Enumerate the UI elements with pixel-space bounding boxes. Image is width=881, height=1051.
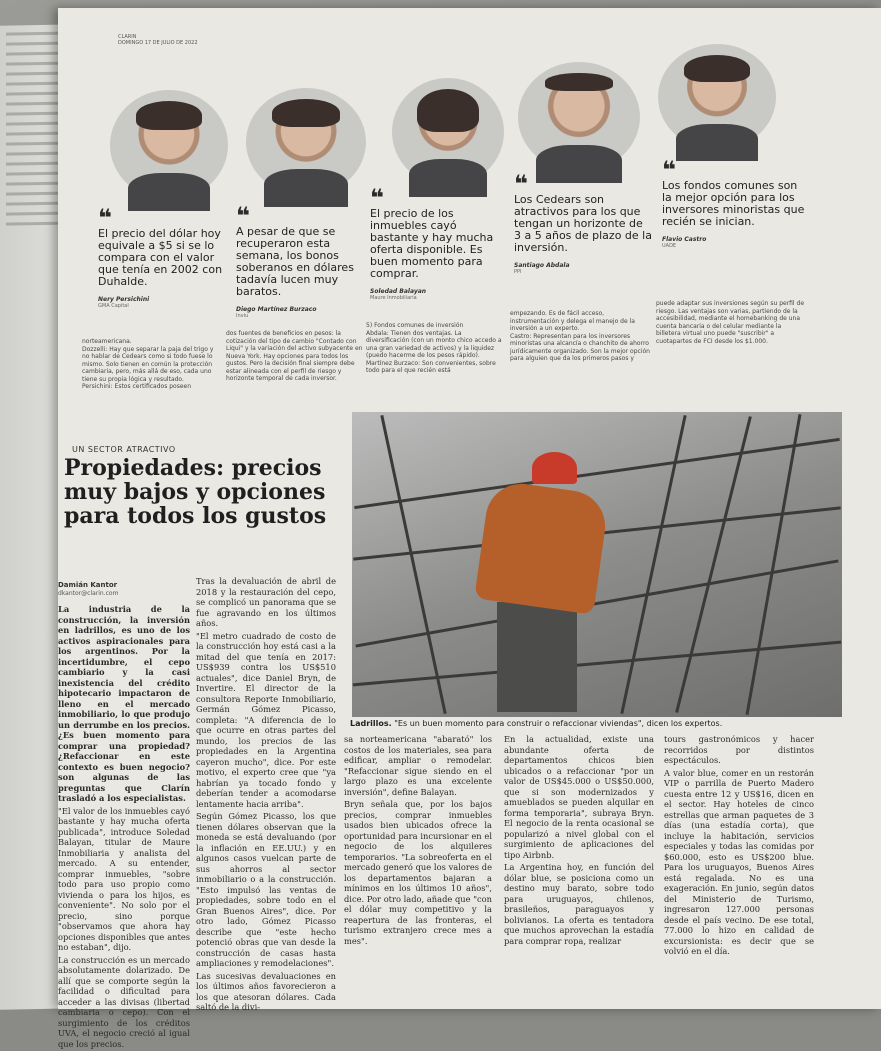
paragraph: La industria de la construcción, la inversión en ladrillos, es uno de los activos aspiracionales para los argentinos. Por la incertidumbre, el cepo cambiario y la casi inexistencia del crédito hipotecario impactaron de lleno en el mercado inmobiliario, lo que produjo un derrumbe en los precios. ¿Es buen momento para comprar una propiedad? ¿Refaccionar en este contexto es buen negocio? son algunas de las preguntas que Clarín trasladó a los especialistas.: [58, 604, 190, 803]
quote-abdala: [514, 170, 652, 275]
article-column-5: [664, 734, 814, 959]
quote-martinez-burzaco: [236, 202, 371, 319]
article-email: dkantor@clarin.com: [58, 590, 119, 597]
paragraph: Tras la devaluación de abril de 2018 y la restauración del cepo, se complicó un panorama que se fue agravando en los últimos años.: [196, 576, 336, 628]
newspaper-page: [58, 8, 881, 1049]
construction-photo: [352, 412, 842, 717]
portrait-persichini: [110, 90, 228, 200]
quote-text: El precio del dólar hoy equivale a $5 si se lo compara con el valor que tenía en 2002 con Duhalde.: [98, 227, 223, 288]
quote-mark-icon: ❝: [370, 184, 385, 212]
paragraph: "El valor de los inmuebles cayó bastante y hay mucha oferta publicada", introduce Soledad Balayan, titular de Maure Inmobiliaria y analista del mercado. A su entender, comprar inmuebles, "sobre todo para uso propio como vivienda o para los hijos, es conveniente". No solo por el precio, sino porque "observamos que ahora hay opciones disponibles que antes no estaban", dijo.: [58, 805, 190, 952]
upper-text-col-1: norteamericana. Dozzelli: Hay que separar la paja del trigo y no hablar de Cedears como si todo fuese lo mismo. Solo tienen en común la protección cambiaria, pero, más allá de eso, cada uno tiene su propia lógica y resultado. Persichini: Estos certificados poseen: [82, 338, 214, 390]
quote-balayan: [370, 184, 508, 301]
paragraph: sa norteamericana "abarató" los costos de los materiales, sea para edificar, ampliar o remodelar. "Refaccionar sigue siendo en el largo plazo es una excelente inversión", define Balayan.: [344, 734, 492, 797]
quote-author: Soledad Balayan: [370, 288, 427, 295]
quote-author: Santiago Abdala: [514, 262, 570, 269]
portrait-balayan: [392, 78, 504, 186]
quote-author: Flavio Castro: [662, 236, 707, 243]
quote-mark-icon: ❝: [514, 170, 529, 198]
quote-role: PPI: [514, 269, 522, 275]
portrait-abdala: [518, 62, 640, 172]
quote-mark-icon: ❝: [662, 156, 677, 184]
portrait-martinez-burzaco: [246, 88, 366, 196]
quote-author: Diego Martínez Burzaco: [236, 306, 317, 313]
header-date: DOMINGO 17 DE JULIO DE 2022: [118, 40, 198, 46]
page-header: [118, 34, 198, 46]
hard-hat-icon: [532, 452, 577, 484]
article-kicker: UN SECTOR ATRACTIVO: [72, 445, 176, 454]
quote-castro: [662, 156, 810, 249]
quote-mark-icon: ❝: [236, 202, 251, 230]
article-column-1: [58, 604, 190, 1051]
quote-author: Nery Persichini: [98, 296, 150, 303]
worker-body: [474, 479, 610, 615]
photo-caption: [350, 719, 844, 728]
quote-role: GMA Capital: [98, 303, 129, 309]
paragraph: Las sucesivas devaluaciones en los últimos años favorecieron a los que atesoran dólares. Cada saltó de la divi-: [196, 970, 336, 1012]
quote-role: Inviu: [236, 313, 249, 319]
paragraph: La construcción es un mercado absolutamente dolarizado. De allí que se comporte según la facilidad o dificultad para acceder a las divisas (libertad cambiaria o cepo). Con el surgimiento de los créditos UVA, el negocio creció al igual que los precios.: [58, 954, 190, 1049]
upper-text-col-5: puede adaptar sus inversiones según su perfil de riesgo. Las ventajas son varias, partiendo de la accesibilidad, mediante el homebanking de una cuenta bancaria o del celular mediante la billetera virtual uno puede "suscribir" a cuotapartes de FCI desde los $1.000.: [656, 300, 805, 345]
quote-text: Los fondos comunes son la mejor opción para los inversores minoristas que recién se inician.: [662, 179, 805, 228]
upper-text-col-2: dos fuentes de beneficios en pesos: la cotización del tipo de cambio "Contado con Liqui" y la variación del activo subyacente en Nueva York. Hay opciones para todos los gustos. Pero la decisión final siempre debe estar alineada con el perfil de riesgo y horizonte temporal de cada inversor.: [226, 330, 363, 382]
article-column-3: [344, 734, 492, 948]
quote-text: Los Cedears son atractivos para los que tengan un horizonte de 3 a 5 años de plazo de la inversión.: [514, 193, 652, 254]
upper-text-col-4: empezando. Es de fácil acceso, instrumentación y delega el manejo de la inversión a un experto. Castro: Representan para los inversores minoristas una alcancía o chanchito de ahorro jurídicamente organizado. Son la mejor opción para alguien que da los primeros pasos y: [510, 310, 650, 362]
caption-bold: Ladrillos.: [350, 719, 392, 728]
article-author: Damián Kantor: [58, 581, 118, 589]
article-headline: Propiedades: precios muy bajos y opciones para todos los gustos: [64, 455, 327, 529]
quote-persichini: [98, 204, 233, 309]
quote-role: Maure Inmobiliaria: [370, 295, 417, 301]
article-column-4: [504, 734, 654, 948]
quote-text: A pesar de que se recuperaron esta semana, los bonos soberanos en dólares tadavía lucen muy baratos.: [236, 225, 354, 298]
paragraph: En la actualidad, existe una abundante oferta de departamentos chicos bien ubicados o a refaccionar "por un valor de US$45.000 o US$50.000, que si son modernizados y amueblados se pueden alquilar en forma temporaria", subraya Bryn. El negocio de la renta ocasional se popularizó a nivel global con el surgimiento de aplicaciones del tipo Airbnb.: [504, 734, 654, 860]
paragraph: "El metro cuadrado de costo de la construcción hoy está casi a la mitad del que tenía en 2017: US$939 contra los US$510 actuales", dice Daniel Bryn, de Invertire. El director de la consultora Reporte Inmobiliario, Germán Gómez Picasso, completa: "A diferencia de lo que ocurre en otras partes del mundo, los precios de las propiedades en la Argentina cayeron mucho", dice. Por este motivo, el experto cree que "ya habrían ya tocado fondo y deberían tender a acomodarse lentamente hacia arriba".: [196, 630, 336, 809]
paragraph: Según Gómez Picasso, los que tienen dólares observan que la moneda se está devaluando (por la inflación en EE.UU.) y en algunos casos vuelcan parte de sus ahorros al sector inmobiliario o a la construcción. "Esto impulsó las ventas de propiedades, sobre todo en el Gran Buenos Aires", dice. Por otro lado, Gómez Picasso describe que "este hecho potenció obras que van desde la construcción de casas hasta ampliaciones y remodelaciones".: [196, 811, 336, 968]
quote-role: UADE: [662, 243, 677, 249]
worker-legs: [497, 602, 577, 712]
paragraph: Bryn señala que, por los bajos precios, comprar inmuebles usados bien ubicados ofrece la oportunidad para incursionar en el negocio de los alquileres temporarios. "La sobreoferta en el mercado generó que los valores de los departamentos bajaran a mínimos en los últimos 10 años", dice. Por otro lado, añade que "con el dólar muy competitivo y la reapertura de las fronteras, el turismo extranjero crece mes a mes".: [344, 799, 492, 946]
upper-text-col-3: 5) Fondos comunes de inversión Abdala: Tienen dos ventajas. La diversificación (con un monto chico accedo a una gran variedad de activos) y la liquidez (puedo hacerme de los pesos rápido). Martínez Burzaco: Son convenientes, sobre todo para el que recién está: [366, 322, 502, 374]
article-column-2: [196, 576, 336, 1015]
paragraph: tours gastronómicos y hacer recorridos por distintos espectáculos.: [664, 734, 814, 765]
paragraph: A valor blue, comer en un restorán VIP o parrilla de Puerto Madero cuesta entre 12 y US$16, dicen en el sector. Hay hoteles de cinco estrellas que arman paquetes de 3 días (una estadía corta), que incluye la habitación, servicios especiales y todas las comidas por $60.000, esto es US$200 blue. Para los uruguayos, Buenos Aires está regalada. No es una exageración. En junio, según datos del Ministerio de Turismo, ingresaron 127.000 personas desde el país vecino. De ese total, 77.000 lo hizo en calidad de excursionista: es decir que se volvió en el día.: [664, 767, 814, 956]
portrait-castro: [658, 44, 776, 150]
paragraph: La Argentina hoy, en función del dólar blue, se posiciona como un destino muy barato, sobre todo para uruguayos, chilenos, brasileños, paraguayos y bolivianos. La oferta es tentadora que muchos aprovechan la estadía para comprar ropa, realizar: [504, 862, 654, 946]
quote-text: El precio de los inmuebles cayó bastante y hay mucha oferta disponible. Es buen momento para comprar.: [370, 207, 494, 280]
caption-text: "Es un buen momento para construir o refaccionar viviendas", dicen los expertos.: [391, 719, 723, 728]
header-source: CLARIN: [118, 34, 137, 40]
quote-mark-icon: ❝: [98, 204, 113, 232]
